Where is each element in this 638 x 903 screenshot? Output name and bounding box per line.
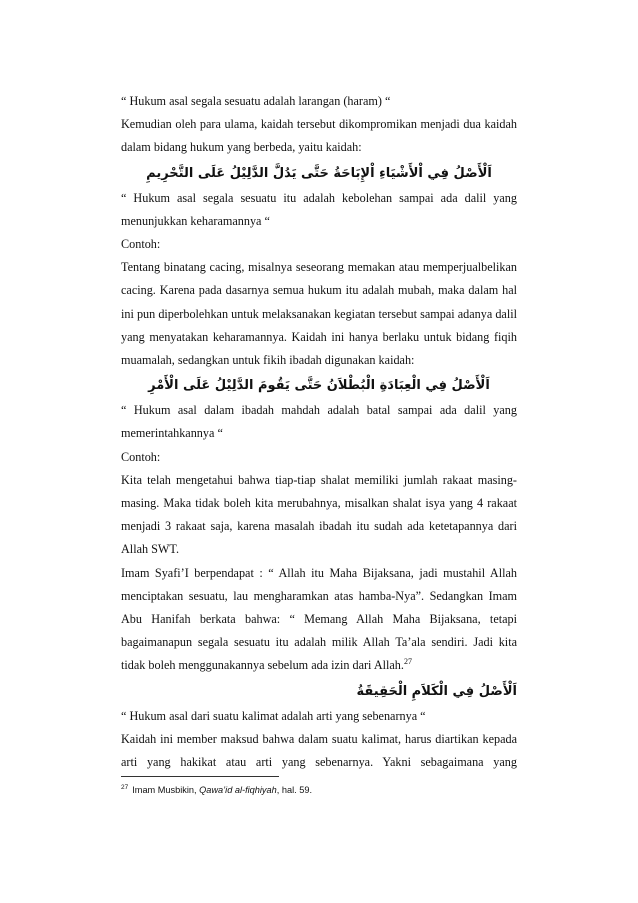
paragraph-kompromi: Kemudian oleh para ulama, kaidah tersebut dikompromikan menjadi dua kaidah dalam bidang hukum yang berbeda, yaitu kaidah: [121,117,517,155]
paragraph-rakaat-example: Kita telah mengetahui bahwa tiap-tiap shalat memiliki jumlah rakaat masing-masing. Maka tidak boleh kita merubahnya, misalkan shalat isya yang 4 rakaat menjadi 3 rakaat saja, karena masalah ibadah itu sudah ada ketetapannya dari Allah SWT. [121,472,517,557]
paragraph-kaidah-explanation: Kaidah ini member maksud bahwa dalam suatu kalimat, harus diartikan kepada arti yang hakikat atau arti yang sebenarnya. Yakni sebagaimana yang [121,731,517,770]
paragraph-cacing-example: Tentang binatang cacing, misalnya seseorang memakan atau memperjualbelikan cacing. Karena pada dasarnya semua hukum itu adalah mubah, maka dalam hal ini pun diperbolehkan untuk melaksanakan kegiatan tersebut sampai adanya dalil yang menyatakan keharamannya. Kaidah ini hanya berlaku untuk bidang fiqih muamalah, sedangkan untuk fikih ibadah digunakan kaidah: [121,260,517,368]
arabic-kaidah-ibahah: اَلْأَصْلُ فِي اْلأَشْيَاءِ اْلإِبَاحَةُ حَتَّى يَدُلَّ الدَّلِيْلُ عَلَى التَّحْرِيمِ [146,165,492,181]
footnote-divider [121,776,279,777]
footnote-number: 27 [121,784,129,791]
paragraph-kaidah-kalam-meaning: “ Hukum asal dari suatu kalimat adalah arti yang sebenarnya “ [121,708,426,723]
arabic-kaidah-kalam: اَلْأَصْلُ فِي الْكَلاَمِ الْحَقِيقَةُ [356,683,517,699]
footnote [121,784,517,795]
paragraph-kaidah-ibahah-meaning: “ Hukum asal segala sesuatu itu adalah kebolehan sampai ada dalil yang menunjukkan keharamannya “ [121,190,517,228]
example-label-1: Contoh: [121,237,161,252]
imam-opinions-text: Imam Syafi’I berpendapat : “ Allah itu Maha Bijaksana, jadi mustahil Allah menciptakan sesuatu, lau mengharamkan atas hamba-Nya”. Sedangkan Imam Abu Hanifah berkata bahwa: “ Memang Allah Maha Bijaksana, tetapi bagaimanapun segala sesuatu itu adalah milik Allah Ta’ala sendiri. Jadi kita tidak boleh menggunakannya sebelum ada izin dari Allah. [121,565,517,673]
footnote-rest: , hal. 59. [276,785,312,796]
arabic-kaidah-ibadah: اَلْأَصْلُ فِي الْعِبَادَةِ الْبُطْلاَنُ حَتَّى يَقُومَ الدَّلِيْلُ عَلَى الْأَمْرِ [148,378,490,394]
paragraph-imam-opinions [121,562,517,678]
example-label-2: Contoh: [121,449,161,464]
footnote-author: Imam Musbikin, [132,785,200,796]
paragraph-kaidah-ibadah-meaning: “ Hukum asal dalam ibadah mahdah adalah batal sampai ada dalil yang memerintahkannya “ [121,403,517,441]
paragraph-quote-haram: “ Hukum asal segala sesuatu adalah larangan (haram) “ [121,94,391,108]
document-body [121,90,517,774]
footnote-reference: 27 [403,657,412,667]
footnote-title: Qawa’id al-fiqhiyah [199,785,277,796]
